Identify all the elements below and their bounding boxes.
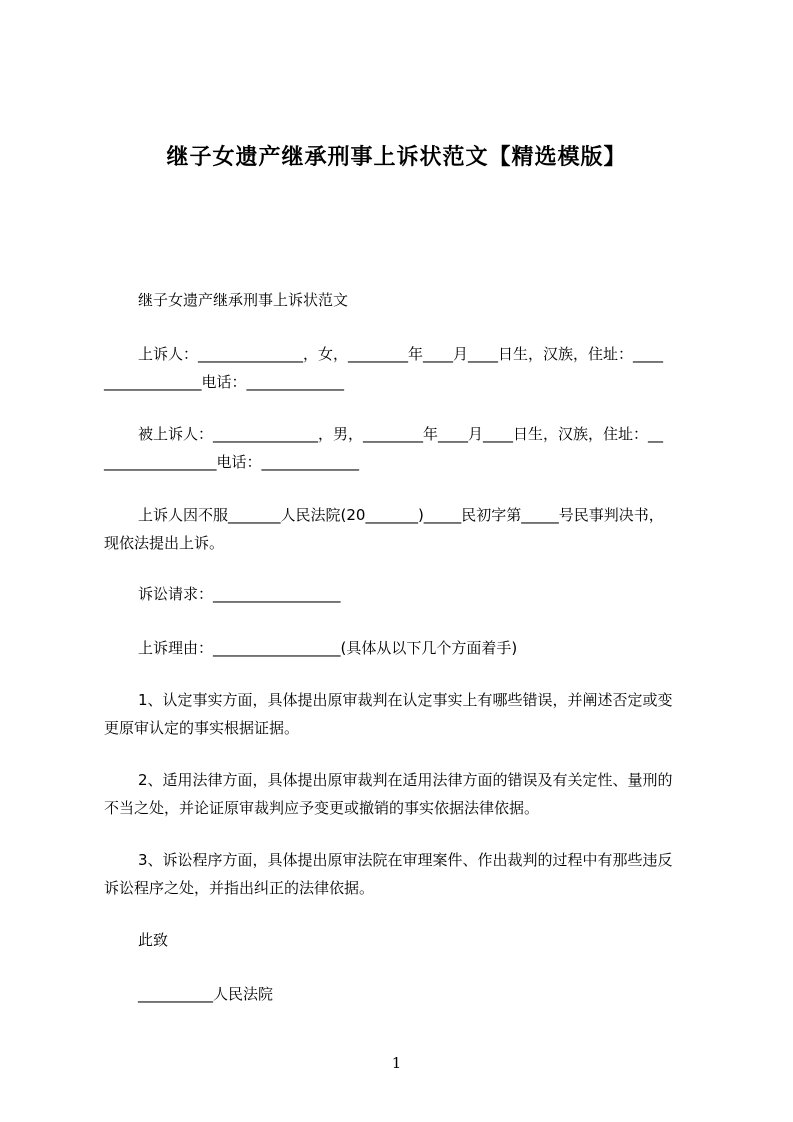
reason-line: 上诉理由：_________________(具体从以下几个方面着手) [138,639,518,657]
appellant-line-1: 上诉人：______________，女，________年____月____日生，汉族，住址：____ [138,345,664,363]
request-line: 诉讼请求：_________________ [138,585,341,603]
closing-line: 此致 [138,931,169,949]
subtitle-paragraph [104,286,714,314]
point-1-paragraph [104,686,714,742]
point-2-line-1: 2、适用法律方面，具体提出原审裁判在适用法律方面的错误及有关定性、量刑的 [138,771,673,789]
appellee-line-2: _______________电话：_____________ [104,453,360,471]
point-3-paragraph [104,846,714,902]
appellant-line-2: _____________电话：_____________ [104,373,345,391]
court-paragraph [104,980,714,1008]
point-3-line-1: 3、诉讼程序方面，具体提出原审法院在审理案件、作出裁判的过程中有那些违反 [138,851,673,869]
closing-paragraph [104,926,714,954]
statement-paragraph [104,501,714,557]
page-number: 1 [391,1054,402,1072]
appellee-line-1: 被上诉人：______________，男，________年____月____日生，汉族，住址：__ [138,425,664,443]
statement-line-1: 上诉人因不服_______人民法院(20_______)_____民初字第_____号民事判决书， [138,506,664,524]
subtitle: 继子女遗产继承刑事上诉状范文 [138,291,349,309]
statement-line-2: 现依法提出上诉。 [104,534,225,552]
court-line: __________人民法院 [138,985,274,1003]
reason-paragraph [104,634,714,662]
point-2-paragraph [104,766,714,822]
document-title: 继子女遗产继承刑事上诉状范文【精选模版】 [166,145,627,170]
point-1-line-2: 更原审认定的事实根据证据。 [104,719,300,737]
point-3-line-2: 诉讼程序之处，并指出纠正的法律依据。 [104,879,375,897]
request-paragraph [104,580,714,608]
point-1-line-1: 1、认定事实方面，具体提出原审裁判在认定事实上有哪些错误，并阐述否定或变 [138,691,673,709]
point-2-line-2: 不当之处，并论证原审裁判应予变更或撤销的事实依据法律依据。 [104,799,540,817]
appellee-paragraph [104,420,714,476]
appellant-paragraph [104,340,714,396]
